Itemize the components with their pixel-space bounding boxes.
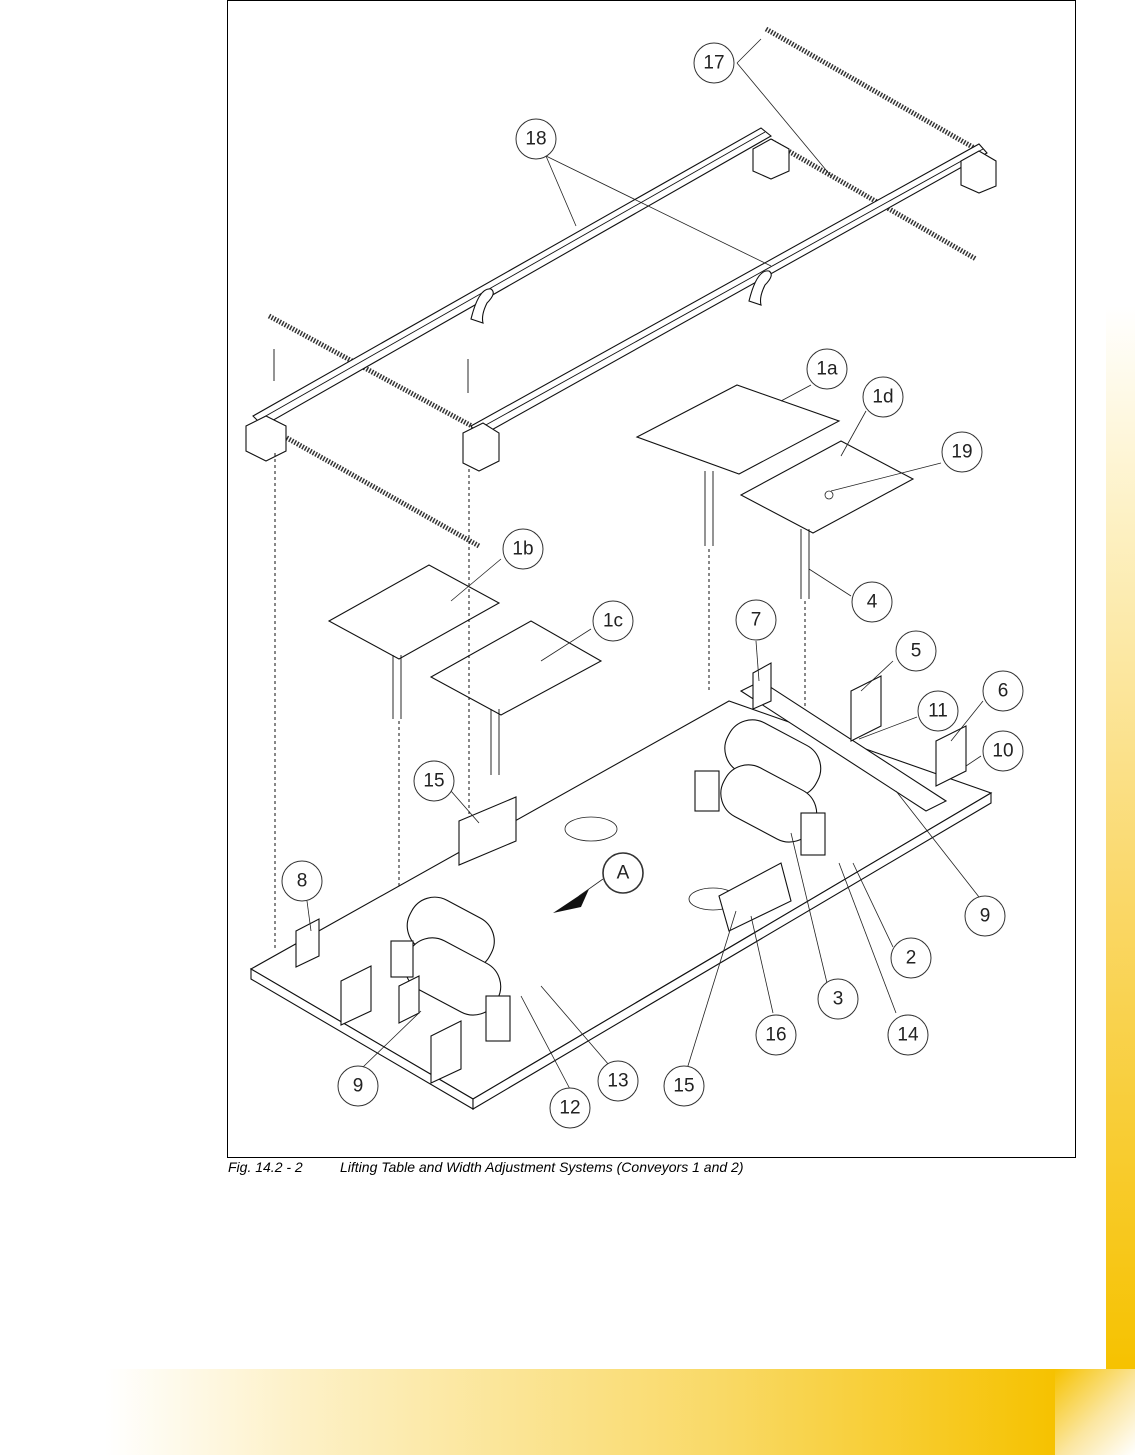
- callout-3[interactable]: [818, 979, 858, 1019]
- callout-17[interactable]: [694, 43, 734, 83]
- callout-11[interactable]: [918, 691, 958, 731]
- upper-plates: [637, 385, 913, 599]
- svg-text:10: 10: [992, 740, 1014, 762]
- svg-text:17: 17: [703, 52, 725, 74]
- svg-text:4: 4: [866, 591, 878, 613]
- callout-15-upper[interactable]: [414, 761, 454, 801]
- callout-1c[interactable]: [593, 601, 633, 641]
- svg-text:15: 15: [673, 1075, 695, 1097]
- figure-frame: [227, 0, 1076, 1158]
- callout-9-left[interactable]: [338, 1066, 378, 1106]
- callout-5[interactable]: [896, 631, 936, 671]
- svg-text:16: 16: [765, 1024, 787, 1046]
- svg-text:13: 13: [607, 1070, 629, 1092]
- svg-text:14: 14: [897, 1024, 919, 1046]
- svg-text:1c: 1c: [602, 610, 624, 632]
- decorative-side-bar: [1106, 306, 1135, 1369]
- svg-text:18: 18: [525, 128, 547, 150]
- lifting-table-drawing: [228, 1, 1077, 1159]
- svg-text:A: A: [616, 862, 630, 884]
- svg-text:3: 3: [832, 988, 844, 1010]
- svg-text:7: 7: [750, 609, 762, 631]
- lower-plates: [329, 565, 601, 775]
- svg-text:2: 2: [905, 947, 917, 969]
- figure-title: Lifting Table and Width Adjustment Systems (Conveyors 1 and 2): [340, 1159, 744, 1175]
- svg-text:12: 12: [559, 1097, 581, 1119]
- callout-1b[interactable]: [503, 529, 543, 569]
- svg-text:9: 9: [352, 1075, 364, 1097]
- callout-1d[interactable]: [863, 377, 903, 417]
- callout-2[interactable]: [891, 938, 931, 978]
- figure-number: Fig. 14.2 - 2: [228, 1159, 303, 1175]
- callout-15-lower[interactable]: [664, 1066, 704, 1106]
- callout-7[interactable]: [736, 600, 776, 640]
- callout-6[interactable]: [983, 671, 1023, 711]
- svg-text:1a: 1a: [816, 358, 838, 380]
- svg-text:8: 8: [296, 870, 308, 892]
- callout-18[interactable]: [516, 119, 556, 159]
- decorative-bottom-bar: [105, 1369, 1055, 1455]
- svg-text:5: 5: [910, 640, 922, 662]
- callout-19[interactable]: [942, 432, 982, 472]
- figure-caption: [228, 1159, 743, 1175]
- callout-16[interactable]: [756, 1015, 796, 1055]
- svg-text:15: 15: [423, 770, 445, 792]
- callout-1a[interactable]: [807, 349, 847, 389]
- callout-13[interactable]: [598, 1061, 638, 1101]
- callout-8[interactable]: [282, 861, 322, 901]
- svg-text:1d: 1d: [872, 386, 894, 408]
- callout-4[interactable]: [852, 582, 892, 622]
- callout-14[interactable]: [888, 1015, 928, 1055]
- callout-9-right[interactable]: [965, 896, 1005, 936]
- decorative-corner: [1055, 1369, 1135, 1455]
- svg-text:19: 19: [951, 441, 973, 463]
- svg-text:9: 9: [979, 905, 991, 927]
- svg-text:11: 11: [928, 700, 948, 722]
- callout-12[interactable]: [550, 1088, 590, 1128]
- svg-text:1b: 1b: [512, 538, 534, 560]
- svg-text:6: 6: [997, 680, 1009, 702]
- callout-10[interactable]: [983, 731, 1023, 771]
- callout-A[interactable]: [603, 853, 643, 893]
